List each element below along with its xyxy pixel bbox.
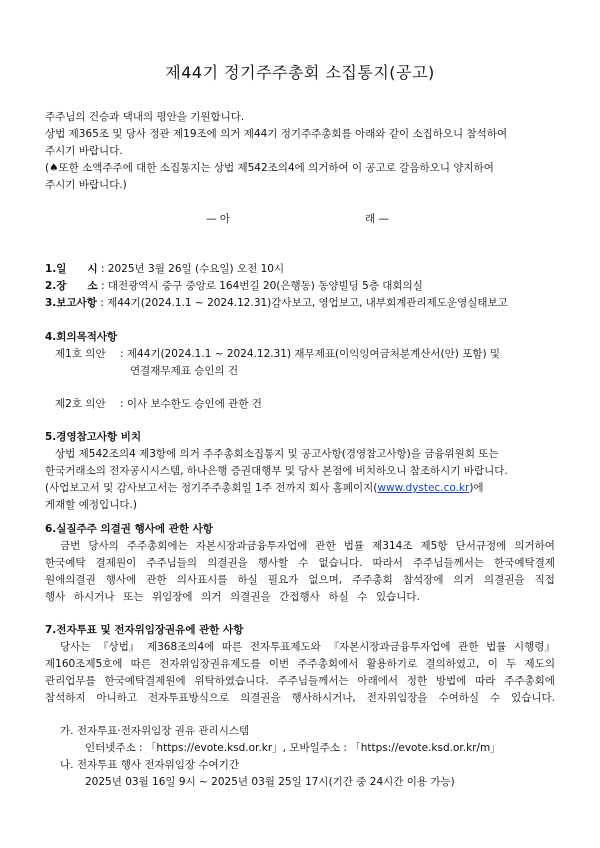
word: 하시거나 (73, 591, 115, 603)
section-2-text: : 대전광역시 중구 중앙로 164번길 20(은행동) 동양빌딩 5층 대회의실 (100, 280, 423, 292)
word: 하실 (328, 591, 349, 603)
section-1-label: 1.일 시 (45, 263, 98, 275)
section-5-line-4: 게재할 예정입니다.) (45, 499, 137, 511)
section-7-heading: 7.전자투표 및 전자위임장권유에 관한 사항 (45, 624, 244, 636)
word: 두 (506, 658, 517, 670)
item-b-detail: 2025년 03월 16일 9시 ~ 2025년 03월 25일 17시(기간 중 24시간 이용 가능) (85, 776, 455, 788)
section-3-label: 3.보고사항 (45, 297, 97, 309)
word: 정한 (406, 675, 428, 687)
word: 제160조제5호에 (45, 658, 123, 670)
word: 한국예탁결제 (494, 557, 555, 569)
word: 행사하시거나, (291, 692, 356, 704)
section-4-heading: 4.회의목적사항 (45, 331, 118, 343)
word: 제314조 (372, 540, 413, 552)
intro-line-4: (♠또한 소액주주에 대한 소집통지는 상법 제542조의4에 의거하여 이 공고로 갈음하오니 양지하여 (45, 162, 494, 174)
word: 행사에 (105, 574, 137, 586)
below-marker-right: 래 — (365, 213, 389, 225)
word: 『상법』 (98, 641, 140, 653)
word: 직접 (534, 574, 555, 586)
word: 활용하기로 (366, 658, 418, 670)
word: 의거 (453, 574, 474, 586)
word: 따라 (475, 675, 496, 687)
section-7-line-3 (45, 674, 555, 689)
agenda-1-label: 제1호 의안 (55, 348, 106, 360)
word: 결의하였고, (425, 658, 480, 670)
word: 필요가 (267, 574, 299, 586)
word: 결제원이 (95, 557, 137, 569)
word: 참석하지 (45, 692, 86, 704)
section-5-line-1: 상법 제542조의4 제3항에 의거 주주총회소집통지 및 공고사항(경영참고사항)을 금융위원회 또는 (55, 448, 499, 460)
word: 있습니다. (376, 591, 420, 603)
intro-line-1: 주주님의 건승과 댁내의 평안을 기원합니다. (45, 111, 245, 123)
word: 없으며, (308, 574, 343, 586)
word: 관한 (146, 574, 167, 586)
word: 주주총회에 (504, 675, 555, 687)
word: 이번 (268, 658, 290, 670)
section-7-line-4 (45, 691, 555, 706)
word: 행사 (45, 591, 66, 603)
agenda-1-line-2: 연결재무제표 승인의 건 (130, 365, 239, 377)
word: 의결권을 (240, 692, 281, 704)
word: 제368조의4에 (146, 641, 215, 653)
word: 의거 (201, 591, 222, 603)
intro-line-2: 상법 제365조 및 당사 정관 제19조에 의거 제44기 정기주주총회를 아래와 같이 소집하오니 참석하여 (45, 128, 508, 140)
word: 수 (489, 692, 501, 704)
word: 있습니다. (511, 692, 555, 704)
section-5-heading: 5.경영참고사항 비치 (45, 431, 142, 443)
word: 전자위임장을 (366, 692, 428, 704)
page-title: 제44기 정기주주총회 소집통지(공고) (165, 63, 435, 82)
word: 한국예탁결제원에 (104, 675, 186, 687)
section-6-line-3 (45, 573, 555, 588)
word: 금번 (60, 540, 81, 552)
word: 없습니다. (318, 557, 363, 569)
word: 아니하고 (96, 692, 138, 704)
section-5-line-3-post: )에 (469, 482, 484, 494)
word: 행사할 (257, 557, 289, 569)
word: 의거하여 (514, 540, 555, 552)
section-1-text: : 2025년 3월 26일 (수요일) 오전 10시 (100, 263, 285, 275)
section-5-line-2: 한국거래소의 전자공시시스템, 하나은행 증권대행부 및 당사 본점에 비치하오니 참조하시기 바랍니다. (45, 465, 508, 477)
word: 관리업무를 (45, 675, 96, 687)
word: 『자본시장과금융투자업에 (328, 641, 451, 653)
word: 한국예탁 (45, 557, 86, 569)
section-6-line-1 (60, 539, 555, 554)
word: 의사표시를 (176, 574, 228, 586)
intro-line-3: 주시기 바랍니다. (45, 145, 123, 157)
word: 주주총회에서 (297, 658, 359, 670)
word: 원에의결권 (45, 574, 96, 586)
section-5-line-3-pre: (사업보고서 및 감사보고서는 정기주주총회일 1주 전까지 회사 홈페이지( (45, 482, 378, 494)
word: 제5항 (420, 540, 448, 552)
section-3-text: : 제44기(2024.1.1 ~ 2024.12.31)감사보고, 영업보고, 내부회계관리제도운영실태보고 (100, 297, 508, 309)
word: 법률 (486, 641, 507, 653)
word: 방법에 (435, 675, 467, 687)
word: 따른 (221, 641, 243, 653)
word: 단서규정에 (455, 540, 507, 552)
word: 수 (298, 557, 309, 569)
section-5-line-3 (45, 481, 484, 496)
word: 의결권을 (207, 557, 248, 569)
section-7-line-2 (45, 657, 555, 672)
word: 아래에서 (357, 675, 398, 687)
section-1 (45, 262, 284, 277)
section-6-line-4 (45, 590, 420, 605)
below-marker-left: — 아 (206, 213, 230, 225)
section-2 (45, 279, 423, 294)
item-a-detail: 인터넷주소 : 「https://evote.ksd.or.kr」, 모바일주소 : 「https://evote.ksd.or.kr/m」 (85, 742, 501, 754)
word: 자본시장과금융투자업에 (195, 540, 308, 552)
word: 전자위임장권유제도를 (159, 658, 261, 670)
agenda-2-text: : 이사 보수한도 승인에 관한 건 (120, 398, 262, 410)
word: 법률 (343, 540, 365, 552)
word: 주주님들께서는 (413, 557, 485, 569)
agenda-2-label: 제2호 의안 (55, 398, 106, 410)
word: 시행령』 (514, 641, 555, 653)
section-2-label: 2.장 소 (45, 280, 98, 292)
word: 위탁하였습니다. (194, 675, 269, 687)
word: 수 (357, 591, 368, 603)
word: 주주님들의 (146, 557, 198, 569)
word: 주주님들께서는 (277, 675, 349, 687)
word: 전자투표제도와 (249, 641, 321, 653)
word: 수여하실 (438, 692, 480, 704)
word: 주주총회 (352, 574, 393, 586)
word: 제도의 (524, 658, 555, 670)
agenda-1-line-1: : 제44기(2024.1.1 ~ 2024.12.31) 재무제표(이익잉여금처분계산서(안) 포함) 및 (120, 348, 501, 360)
word: 의결권을 (483, 574, 525, 586)
word: 관한 (315, 540, 336, 552)
word: 이 (487, 658, 498, 670)
word: 위임장에 (151, 591, 193, 603)
homepage-link[interactable]: www.dystec.co.kr (377, 482, 470, 494)
word: 관한 (458, 641, 479, 653)
word: 하실 (237, 574, 258, 586)
intro-line-5: 주시기 바랍니다.) (45, 179, 127, 191)
word: 전자투표방식으로 (148, 692, 230, 704)
word: 참석장에 (402, 574, 444, 586)
word: 주주총회에는 (126, 540, 188, 552)
section-6-heading: 6.실질주주 의결권 행사에 관한 사항 (45, 523, 213, 535)
section-3 (45, 296, 508, 311)
item-b-label: 나. 전자투표 행사 전자위임장 수여기간 (60, 759, 239, 771)
word: 의결권을 (230, 591, 271, 603)
word: 따라서 (372, 557, 403, 569)
word: 당사의 (88, 540, 119, 552)
word: 또는 (123, 591, 144, 603)
item-a-label: 가. 전자투표·전자위임장 권유 관리시스템 (60, 725, 250, 737)
word: 따른 (130, 658, 151, 670)
word: 당사는 (60, 641, 91, 653)
section-7-line-1 (60, 640, 555, 655)
section-6-line-2 (45, 556, 555, 571)
word: 간접행사 (279, 591, 320, 603)
